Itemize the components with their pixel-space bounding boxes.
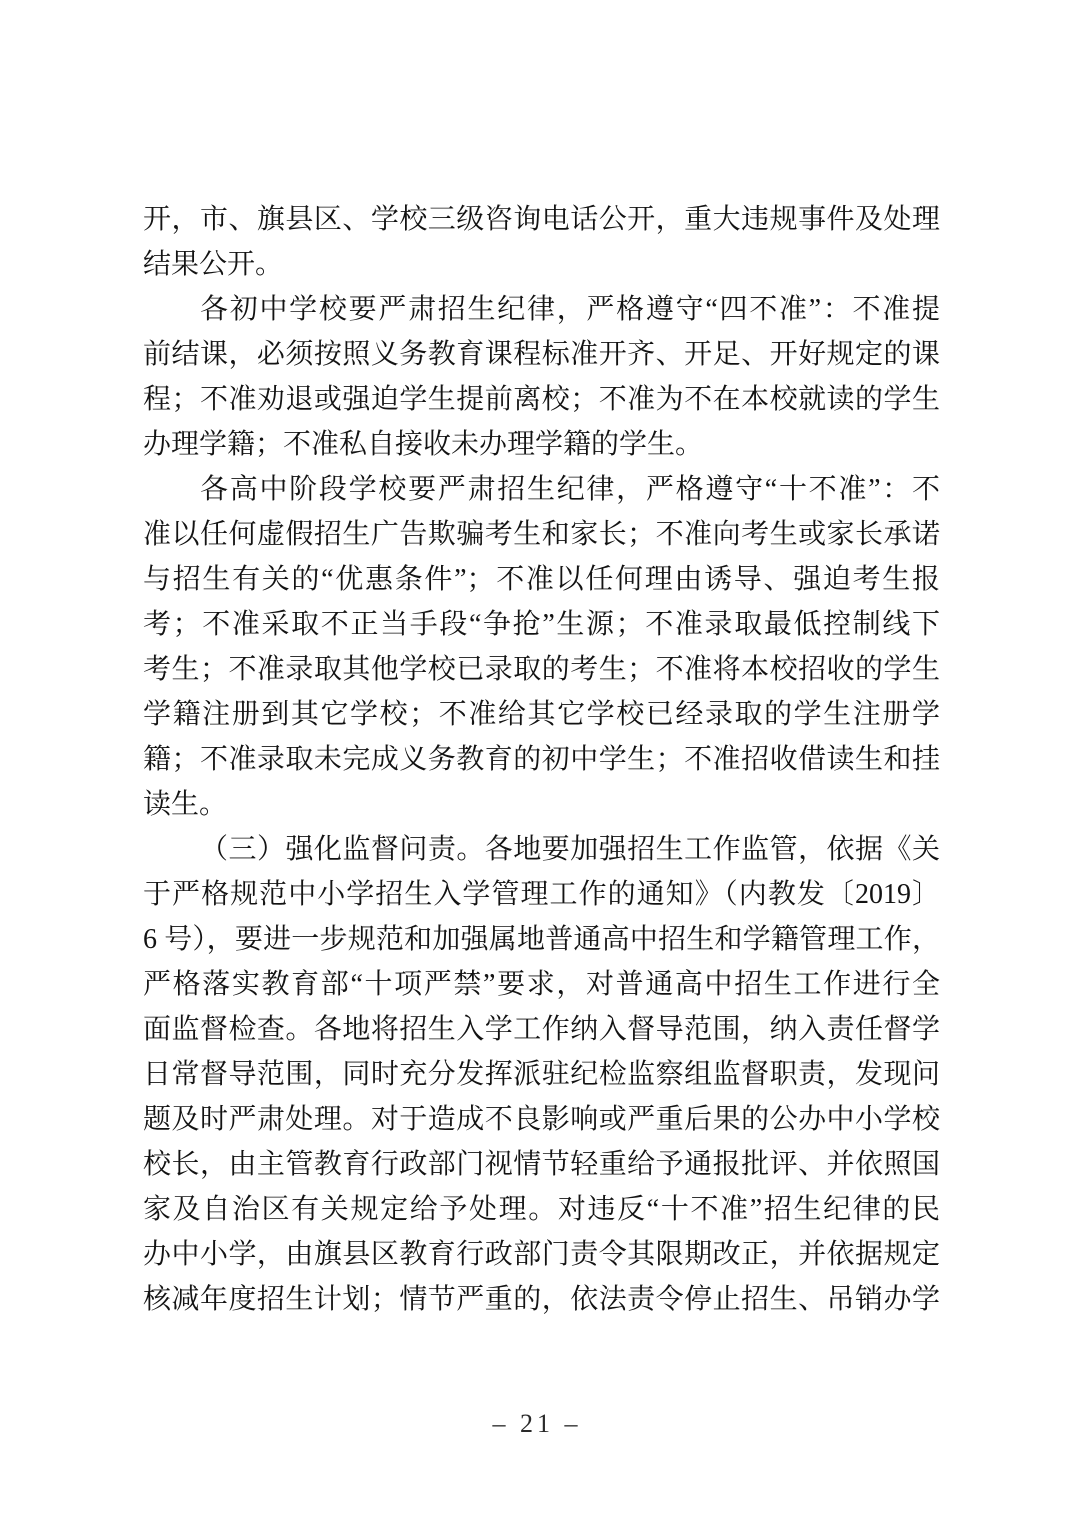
text-line: 考生；不准录取其他学校已录取的考生；不准将本校招收的学生 — [143, 654, 940, 685]
text-line: 办中小学，由旗县区教育行政部门责令其限期改正，并依据规定 — [143, 1239, 940, 1270]
text-line: 各初中学校要严肃招生纪律，严格遵守“四不准”：不准提 — [200, 294, 940, 325]
text-line: 与招生有关的“优惠条件”；不准以任何理由诱导、强迫考生报 — [143, 564, 940, 595]
text-line: 日常督导范围，同时充分发挥派驻纪检监察组监督职责，发现问 — [143, 1059, 940, 1090]
text-line: 结果公开。 — [143, 249, 284, 280]
text-line: 严格落实教育部“十项严禁”要求，对普通高中招生工作进行全 — [143, 969, 940, 1000]
text-line: 核减年度招生计划；情节严重的，依法责令停止招生、吊销办学 — [143, 1284, 940, 1315]
document-text-block — [143, 197, 940, 1322]
text-line: 题及时严肃处理。对于造成不良影响或严重后果的公办中小学校 — [143, 1104, 940, 1135]
text-line: 籍；不准录取未完成义务教育的初中学生；不准招收借读生和挂 — [143, 744, 940, 775]
text-line: 学籍注册到其它学校；不准给其它学校已经录取的学生注册学 — [143, 699, 940, 730]
text-line: 读生。 — [143, 789, 228, 820]
text-line: 各高中阶段学校要严肃招生纪律，严格遵守“十不准”：不 — [200, 474, 940, 505]
text-line: 开，市、旗县区、学校三级咨询电话公开，重大违规事件及处理 — [143, 204, 940, 235]
text-line: 面监督检查。各地将招生入学工作纳入督导范围，纳入责任督学 — [143, 1014, 940, 1045]
text-line: 准以任何虚假招生广告欺骗考生和家长；不准向考生或家长承诺 — [143, 519, 940, 550]
text-line: 程；不准劝退或强迫学生提前离校；不准为不在本校就读的学生 — [143, 384, 940, 415]
text-line: 于严格规范中小学招生入学管理工作的通知》（内教发〔2019〕 — [143, 879, 940, 910]
text-line: 前结课，必须按照义务教育课程标准开齐、开足、开好规定的课 — [143, 339, 940, 370]
text-line: 6 号），要进一步规范和加强属地普通高中招生和学籍管理工作， — [143, 924, 940, 955]
text-line: 办理学籍；不准私自接收未办理学籍的学生。 — [143, 429, 704, 460]
text-line: （三）强化监督问责。各地要加强招生工作监管，依据《关 — [200, 834, 940, 865]
text-line: 校长，由主管教育行政部门视情节轻重给予通报批评、并依照国 — [143, 1149, 940, 1180]
page-number: – 21 – — [492, 1409, 582, 1438]
text-line: 考；不准采取不正当手段“争抢”生源；不准录取最低控制线下 — [143, 609, 940, 640]
text-line: 家及自治区有关规定给予处理。对违反“十不准”招生纪律的民 — [143, 1194, 940, 1225]
